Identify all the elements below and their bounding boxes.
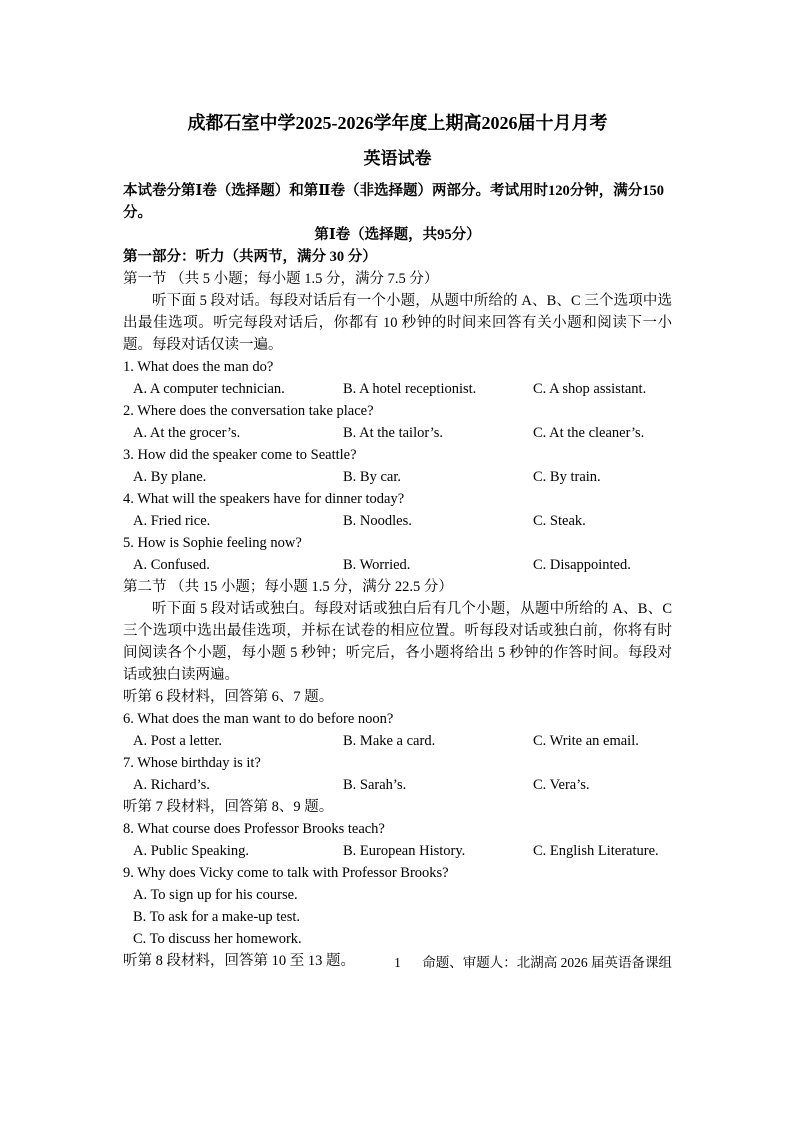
option-a: A. A computer technician. [133, 381, 285, 397]
option-b: B. Make a card. [343, 733, 436, 749]
option-b: B. To ask for a make-up test. [133, 909, 301, 925]
option-a: A. Fried rice. [133, 513, 211, 529]
page-footer [123, 952, 672, 974]
option-b: B. By car. [343, 469, 401, 485]
question-1 [123, 356, 672, 400]
option-b: B. Sarah’s. [343, 777, 407, 793]
cue-material-6: 听第 6 段材料，回答第 6、7 题。 [123, 689, 334, 705]
option-b: B. Worried. [343, 557, 411, 573]
option-c: C. Vera’s. [533, 777, 590, 793]
cue-material-7: 听第 7 段材料，回答第 8、9 题。 [123, 799, 334, 815]
option-c: C. To discuss her homework. [133, 931, 302, 947]
question-6 [123, 708, 672, 752]
option-c: C. Steak. [533, 513, 586, 529]
question-text: 5. How is Sophie feeling now? [123, 535, 302, 551]
page-number: 1 [394, 955, 401, 970]
question-7 [123, 752, 672, 796]
option-c: C. Disappointed. [533, 557, 631, 573]
option-a: A. To sign up for his course. [133, 887, 298, 903]
option-b: B. Noodles. [343, 513, 412, 529]
question-9 [123, 862, 672, 950]
question-text: 3. How did the speaker come to Seattle? [123, 447, 357, 463]
question-3 [123, 444, 672, 488]
section1-instructions: 听下面 5 段对话。每段对话后有一个小题，从题中所给的 A、B、C 三个选项中选出最佳选项。听完每段对话后，你都有 10 秒钟的时间来回答有关小题和阅读下一小题。每段对话仅读一遍。 [123, 293, 672, 353]
section1-heading: 第一节 （共 5 小题；每小题 1.5 分，满分 7.5 分） [123, 271, 439, 287]
option-a: A. At the grocer’s. [133, 425, 241, 441]
question-8 [123, 818, 672, 862]
question-options [123, 554, 672, 576]
question-options [123, 884, 672, 950]
question-text: 7. Whose birthday is it? [123, 755, 261, 771]
exam-subtitle: 英语试卷 [363, 149, 432, 168]
option-c: C. A shop assistant. [533, 381, 647, 397]
option-b: B. A hotel receptionist. [343, 381, 477, 397]
question-options [123, 774, 672, 796]
question-5 [123, 532, 672, 576]
part1-heading: 第一部分：听力（共两节，满分 30 分） [123, 249, 377, 265]
question-options [123, 466, 672, 488]
option-c: C. English Literature. [533, 843, 659, 859]
option-a: A. Post a letter. [133, 733, 223, 749]
question-options [123, 422, 672, 444]
option-c: C. By train. [533, 469, 601, 485]
exam-notice: 本试卷分第Ⅰ卷（选择题）和第Ⅱ卷（非选择题）两部分。考试用时120分钟，满分150分。 [123, 183, 664, 221]
question-text: 6. What does the man want to do before noon? [123, 711, 394, 727]
question-text: 4. What will the speakers have for dinner today? [123, 491, 405, 507]
cue-material-8: 听第 8 段材料，回答第 10 至 13 题。 [123, 953, 355, 969]
question-options [123, 840, 672, 862]
option-a: A. Public Speaking. [133, 843, 249, 859]
footer-credits: 命题、审题人：北湖高 2026 届英语备课组 [422, 955, 672, 970]
question-4 [123, 488, 672, 532]
option-b: B. At the tailor’s. [343, 425, 444, 441]
option-a: A. Richard’s. [133, 777, 210, 793]
exam-title: 成都石室中学2025-2026学年度上期高2026届十月月考 [187, 113, 608, 133]
question-options [123, 510, 672, 532]
option-a: A. Confused. [133, 557, 210, 573]
question-options [123, 378, 672, 400]
section2-heading: 第二节 （共 15 小题；每小题 1.5 分，满分 22.5 分） [123, 579, 453, 595]
option-b: B. European History. [343, 843, 466, 859]
question-2 [123, 400, 672, 444]
question-text: 9. Why does Vicky come to talk with Professor Brooks? [123, 865, 449, 881]
question-text: 8. What course does Professor Brooks teach? [123, 821, 385, 837]
option-c: C. Write an email. [533, 733, 639, 749]
option-c: C. At the cleaner’s. [533, 425, 645, 441]
section2-instructions: 听下面 5 段对话或独白。每段对话或独白后有几个小题，从题中所给的 A、B、C 三个选项中选出最佳选项，并标在试卷的相应位置。听每段对话或独白前，你将有时间阅读各个小题，每小题 5 秒钟；听完后，各小题将给出 5 秒钟的作答时间。每段对话或独白读两遍。 [123, 601, 672, 683]
volume-heading: 第Ⅰ卷（选择题，共95分） [314, 227, 481, 243]
option-a: A. By plane. [133, 469, 207, 485]
question-options [123, 730, 672, 752]
question-text: 1. What does the man do? [123, 359, 274, 375]
question-text: 2. Where does the conversation take place? [123, 403, 374, 419]
